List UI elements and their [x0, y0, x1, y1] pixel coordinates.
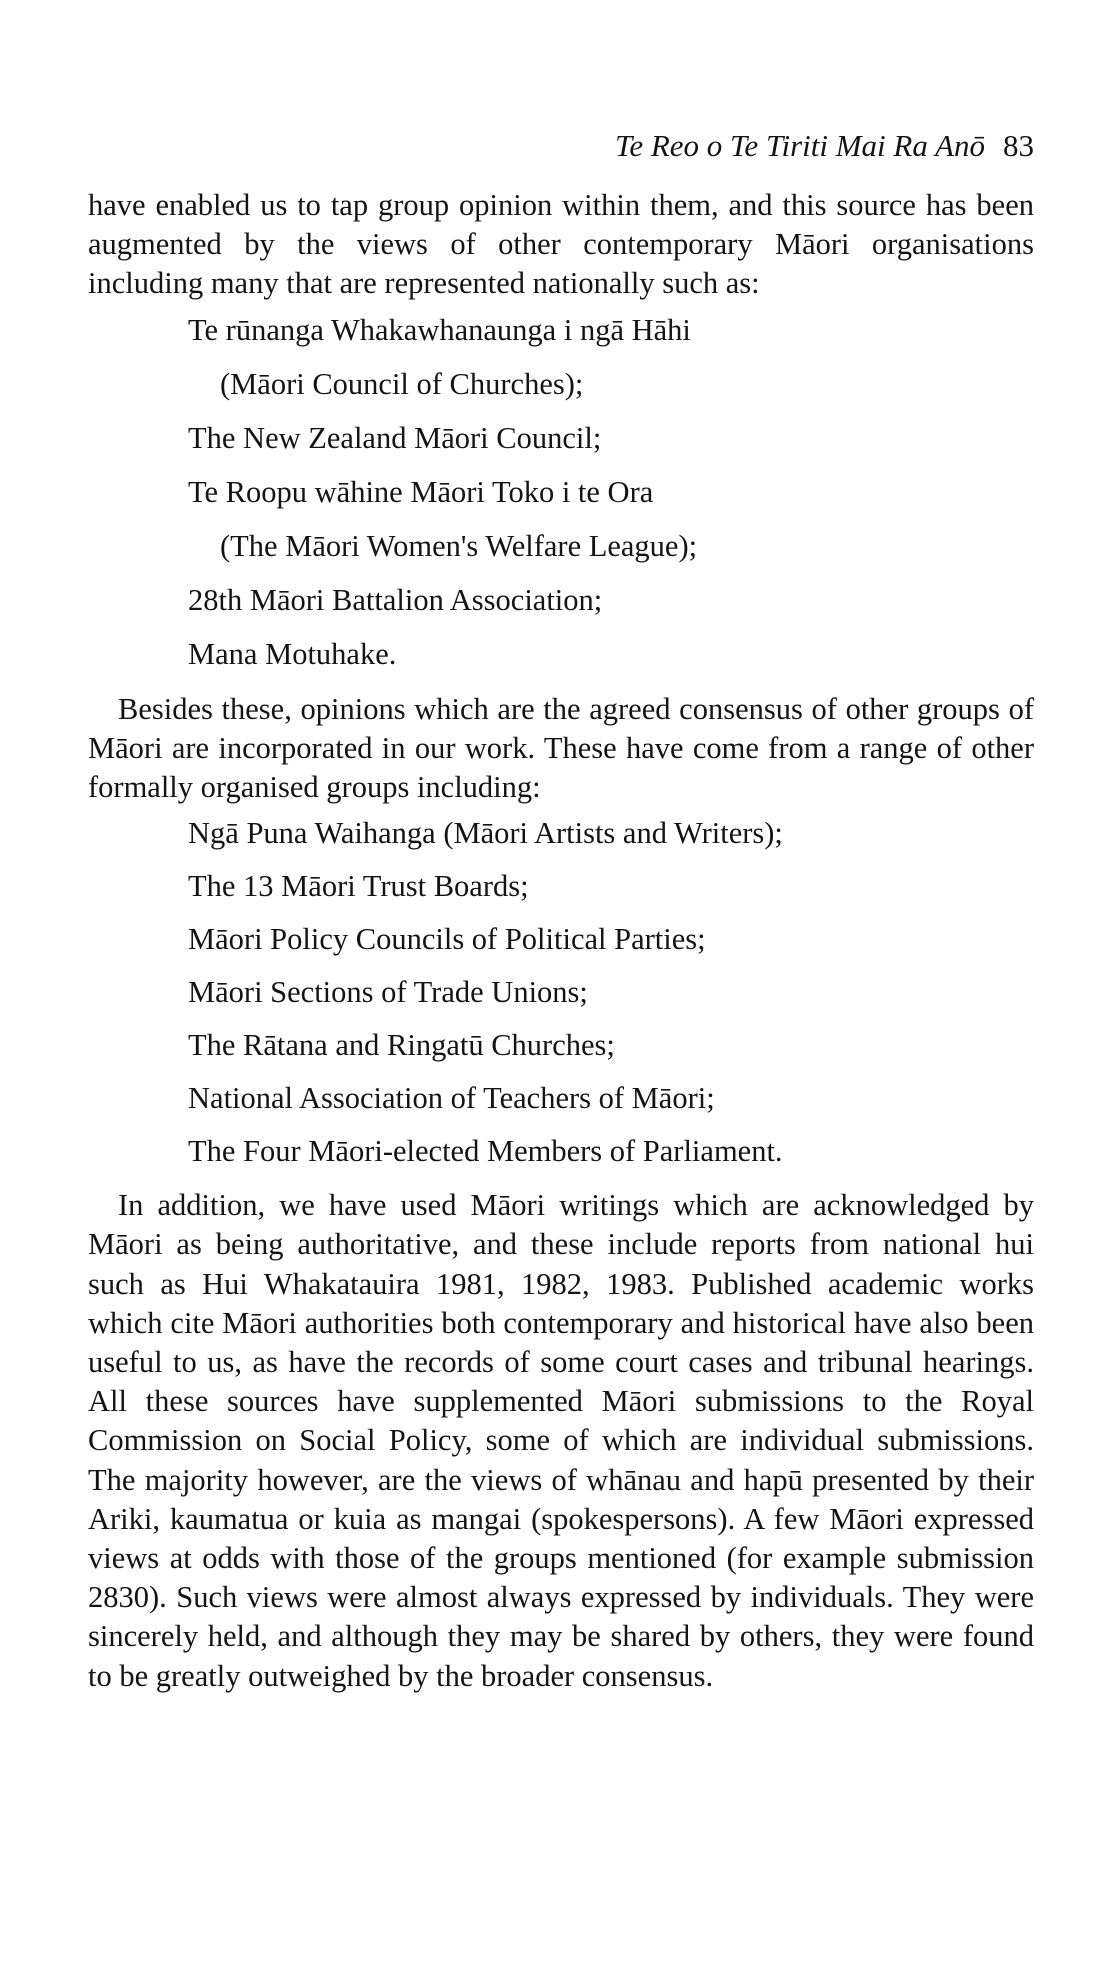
list-item	[188, 474, 1034, 564]
list-item: Ngā Puna Waihanga (Māori Artists and Writers);	[188, 816, 783, 851]
list-item: The Four Māori-elected Members of Parliament.	[188, 1134, 783, 1169]
list-item: Māori Policy Councils of Political Parties;	[188, 922, 706, 957]
running-header	[615, 128, 1034, 164]
list-item-sub: (Māori Council of Churches);	[220, 366, 584, 401]
paragraph-continuation: have enabled us to tap group opinion within them, and this source has been augmented by the views of other contemporary Māori organisations including many that are represented nationally such as:	[88, 188, 1034, 301]
list-item: Mana Motuhake.	[188, 636, 397, 671]
list-item-sub: (The Māori Women's Welfare League);	[220, 528, 698, 563]
formal-groups-list	[88, 815, 1034, 1169]
running-title: Te Reo o Te Tiriti Mai Ra Anō	[614, 128, 985, 163]
paragraph-besides: Besides these, opinions which are the agreed consensus of other groups of Māori are incorporated in our work. These have come from a range of other formally organised groups including:	[88, 691, 1034, 805]
list-item: National Association of Teachers of Māori;	[188, 1081, 715, 1116]
paragraph-in-addition: In addition, we have used Māori writings which are acknowledged by Māori as being authoritative, and these include reports from national hui such as Hui Whakatauira 1981, 1982, 1983. Published academic works which cite Māori authorities both contemporary and historical have also been useful to us, as have the records of some court cases and tribunal hearings. All these sources have supplemented Māori submissions to the Royal Commission on Social Policy, some of which are individual submissions. The majority however, are the views of whānau and hapū presented by their Ariki, kaumatua or kuia as mangai (spokespersons). A few Māori expressed views at odds with those of the groups mentioned (for example submission 2830). Such views were almost always expressed by individuals. They were sincerely held, and although they may be shared by others, they were found to be greatly outweighed by the broader consensus.	[88, 1188, 1034, 1693]
page-number: 83	[1003, 128, 1034, 163]
list-item-main: Te Roopu wāhine Māori Toko i te Ora	[188, 474, 654, 509]
page-body	[88, 186, 1034, 1696]
list-item	[188, 312, 1034, 402]
list-item: The Rātana and Ringatū Churches;	[188, 1028, 615, 1063]
list-item-main: Te rūnanga Whakawhanaunga i ngā Hāhi	[188, 312, 691, 347]
national-organisations-list	[88, 312, 1034, 672]
list-item: Māori Sections of Trade Unions;	[188, 975, 588, 1010]
list-item: 28th Māori Battalion Association;	[188, 582, 603, 617]
list-item: The New Zealand Māori Council;	[188, 420, 602, 455]
list-item: The 13 Māori Trust Boards;	[188, 869, 529, 904]
